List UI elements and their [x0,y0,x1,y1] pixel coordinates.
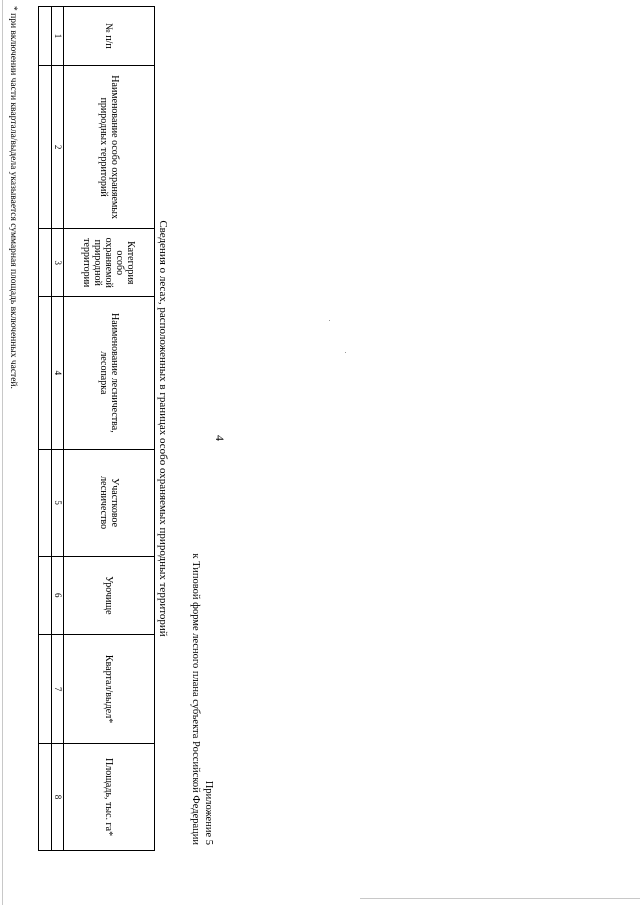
table-cell [39,65,52,229]
appendix-title: Приложение 5 [203,780,214,845]
column-number-cell: 2 [52,65,64,229]
table-cell [39,556,52,635]
table-cell [39,7,52,66]
appendix-subtitle: к Типовой форме лесного плана субъекта Российской Федерации [190,553,201,845]
rotated-content [5,6,215,851]
header-cell: № п/п [64,7,155,66]
header-cell: Наименование лесничества, лесопарка [64,297,155,450]
footnote: * при включении части квартала/выдела указывается суммарная площадь включенных частей. [8,6,18,389]
scan-speck [329,320,330,321]
scan-speck [345,352,346,353]
column-number-cell: 8 [52,744,64,851]
scan-edge-left [2,0,3,905]
table-cell [39,744,52,851]
page-number: 4 [213,435,227,441]
table-cell [39,449,52,556]
header-cell: Участковое лесничество [64,449,155,556]
column-number-cell: 7 [52,635,64,744]
appendix-header [189,553,215,845]
header-cell: Урочище [64,556,155,635]
header-row [64,7,155,851]
column-number-row [52,7,64,851]
column-number-cell: 3 [52,229,64,297]
table-title: Сведения о лесах, расположенных в границах особо охраняемых природных территорий [157,220,169,637]
table-cell [39,635,52,744]
column-number-cell: 5 [52,449,64,556]
protected-areas-table [38,6,155,851]
column-number-cell: 6 [52,556,64,635]
column-number-cell: 4 [52,297,64,450]
table-cell [39,297,52,450]
header-cell: Наименование особо охраняемых природных территорий [64,65,155,229]
column-number-cell: 1 [52,7,64,66]
header-cell: Категория особо охраняемой природной территории [64,229,155,297]
header-cell: Квартал/выдел* [64,635,155,744]
header-cell: Площадь, тыс. га* [64,744,155,851]
table-row [39,7,52,851]
table-cell [39,229,52,297]
scan-edge-bottom [360,898,640,899]
